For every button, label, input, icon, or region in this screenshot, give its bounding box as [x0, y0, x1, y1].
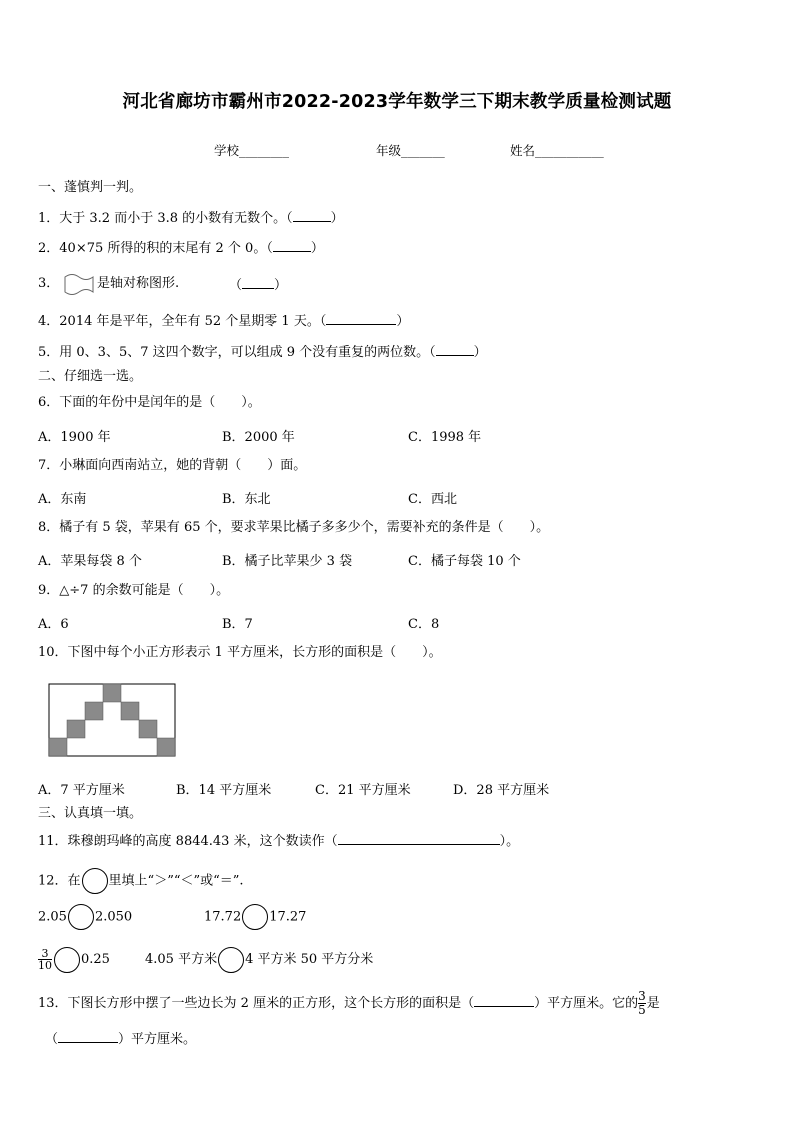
question-11: 11．珠穆朗玛峰的高度 8844.43 米，这个数读作（ ）。: [38, 831, 519, 851]
compare-circle[interactable]: [82, 868, 108, 894]
option-b[interactable]: B．橘子比苹果少 3 袋: [222, 554, 353, 569]
question-5: 5．用 0、3、5、7 这四个数字，可以组成 9 个没有重复的两位数。（ ）: [38, 342, 487, 362]
question-3: 3．: [38, 276, 60, 291]
question-10: 10．下图中每个小正方形表示 1 平方厘米，长方形的面积是（ ）。: [38, 645, 442, 660]
compare-circle[interactable]: [242, 904, 268, 930]
option-a[interactable]: A．7 平方厘米: [38, 783, 125, 798]
answer-blank[interactable]: [293, 208, 331, 222]
compare-circle[interactable]: [218, 947, 244, 973]
fraction: $\frac{3}{10}$: [38, 947, 52, 972]
option-b[interactable]: B．东北: [222, 492, 271, 507]
question-3-answer: （ ）: [229, 275, 287, 295]
section-heading: 三、认真填一填。: [38, 806, 143, 821]
question-3-text: 是轴对称图形.: [97, 276, 180, 291]
answer-blank[interactable]: [58, 1029, 118, 1043]
answer-blank[interactable]: [242, 275, 274, 289]
question-4: 4．2014 年是平年，全年有 52 个星期零 1 天。（ ）: [38, 311, 409, 331]
section-heading: 二、仔细选一选。: [38, 369, 143, 384]
option-c[interactable]: C．西北: [408, 492, 457, 507]
compare-item-2: 17.72 17.27: [204, 904, 306, 931]
fraction: $\frac{3}{5}$: [638, 989, 646, 1017]
compare-item-4: 4.05 平方米 4 平方米 50 平方分米: [145, 945, 373, 975]
question-13-cont: （ ）平方厘米。: [45, 1029, 196, 1049]
question-13: 13．下图长方形中摆了一些边长为 2 厘米的正方形，这个长方形的面积是（ ）平方厘米。它的 $\frac{3}{5}$ 是: [38, 989, 660, 1017]
answer-blank[interactable]: [436, 342, 474, 356]
section-heading: 一、蓬慎判一判。: [38, 180, 143, 195]
question-8: 8．橘子有 5 袋，苹果有 65 个，要求苹果比橘子多多少个，需要补充的条件是（ ）。: [38, 520, 550, 535]
answer-blank[interactable]: [273, 238, 311, 252]
option-b[interactable]: B．2000 年: [222, 430, 295, 445]
option-c[interactable]: C．8: [408, 617, 440, 632]
answer-blank[interactable]: [326, 311, 396, 325]
compare-circle[interactable]: [68, 904, 94, 930]
compare-item-1: 2.05 2.050: [38, 904, 132, 931]
name-field[interactable]: 姓名___________: [510, 143, 604, 158]
school-field[interactable]: 学校________: [214, 143, 290, 158]
option-c[interactable]: C．1998 年: [408, 430, 482, 445]
question-1: 1．大于 3.2 而小于 3.8 的小数有无数个。（ ）: [38, 208, 344, 228]
flag-shape-icon: [63, 272, 95, 296]
question-9: 9．△÷7 的余数可能是（ ）。: [38, 583, 230, 598]
question-2: 2．40×75 所得的积的末尾有 2 个 0。（ ）: [38, 238, 324, 258]
option-c[interactable]: C．21 平方厘米: [315, 783, 411, 798]
compare-item-3: $\frac{3}{10}$ 0.25: [38, 947, 110, 972]
question-7: 7．小琳面向西南站立，她的背朝（ ）面。: [38, 458, 307, 473]
answer-blank[interactable]: [474, 993, 534, 1007]
option-a[interactable]: A．1900 年: [38, 430, 111, 445]
question-12: 12．在 里填上“＞”“＜”或“＝”.: [38, 868, 244, 895]
grade-field[interactable]: 年级_______: [376, 143, 445, 158]
staircase-rectangle-figure: [48, 683, 176, 757]
option-d[interactable]: D．28 平方厘米: [453, 783, 550, 798]
option-b[interactable]: B．14 平方厘米: [176, 783, 272, 798]
option-a[interactable]: A．东南: [38, 492, 87, 507]
option-b[interactable]: B．7: [222, 617, 253, 632]
option-a[interactable]: A．6: [38, 617, 69, 632]
compare-circle[interactable]: [54, 947, 80, 973]
page-title: 河北省廊坊市霸州市2022-2023学年数学三下期末教学质量检测试题: [122, 92, 672, 112]
question-6: 6．下面的年份中是闰年的是（ ）。: [38, 395, 261, 410]
option-c[interactable]: C．橘子每袋 10 个: [408, 554, 521, 569]
answer-blank[interactable]: [338, 831, 500, 845]
option-a[interactable]: A．苹果每袋 8 个: [38, 554, 142, 569]
